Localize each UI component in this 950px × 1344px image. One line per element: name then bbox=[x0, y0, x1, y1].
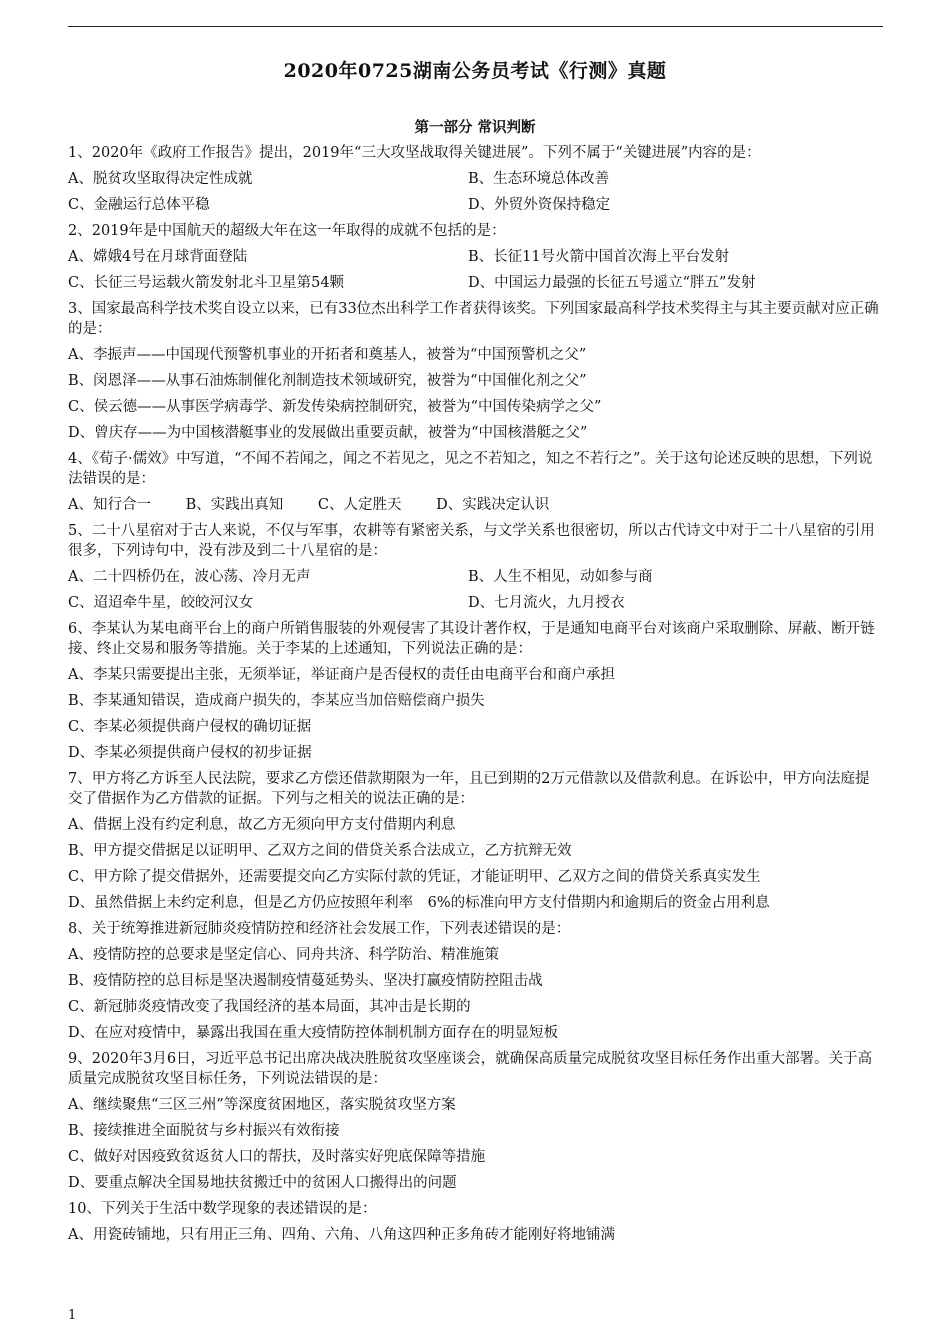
option: C、侯云德——从事医学病毒学、新发传染病控制研究，被誉为“中国传染病学之父” bbox=[68, 399, 602, 415]
option: C、金融运行总体平稳 bbox=[68, 197, 210, 213]
section-title: 第一部分 常识判断 bbox=[414, 119, 536, 136]
option: D、在应对疫情中，暴露出我国在重大疫情防控体制机制方面存在的明显短板 bbox=[68, 1025, 559, 1041]
option: D、中国运力最强的长征五号遥立“胖五”发射 bbox=[468, 275, 756, 291]
option: C、新冠肺炎疫情改变了我国经济的基本局面，其冲击是长期的 bbox=[68, 999, 471, 1015]
option-row bbox=[68, 192, 883, 218]
option: D、实践决定认识 bbox=[436, 497, 550, 513]
option: B、生态环境总体改善 bbox=[468, 171, 610, 187]
question-list bbox=[68, 140, 883, 1248]
question-stem: 10、下列关于生活中数学现象的表述错误的是： bbox=[68, 1201, 377, 1217]
option: A、脱贫攻坚取得决定性成就 bbox=[68, 171, 253, 187]
option: A、知行合一 bbox=[68, 497, 151, 513]
option: C、做好对因疫致贫返贫人口的帮扶，及时落实好兜底保障等措施 bbox=[68, 1149, 486, 1165]
question-stem: 1、2020年《政府工作报告》提出，2019年“三大攻坚战取得关键进展”。下列不属于“关键进展”内容的是： bbox=[68, 145, 761, 161]
question-stem: 7、甲方将乙方诉至人民法院，要求乙方偿还借款期限为一年，且已到期的2万元借款以及借款利息。在诉讼中，甲方向法庭提交了借据作为乙方借款的证据。下列与之相关的说法正确的是： bbox=[68, 771, 870, 807]
question-stem: 4、《荀子·儒效》中写道，“不闻不若闻之，闻之不若见之，见之不若知之，知之不若行之”。关于这句论述反映的思想，下列说法错误的是： bbox=[68, 451, 873, 487]
option: A、疫情防控的总要求是坚定信心、同舟共济、科学防治、精准施策 bbox=[68, 947, 499, 963]
option: A、继续聚焦“三区三州”等深度贫困地区，落实脱贫攻坚方案 bbox=[68, 1097, 456, 1113]
option: B、甲方提交借据足以证明甲、乙双方之间的借贷关系合法成立，乙方抗辩无效 bbox=[68, 843, 572, 859]
option: D、七月流火，九月授衣 bbox=[468, 595, 625, 611]
option: D、曾庆存——为中国核潜艇事业的发展做出重要贡献，被誉为“中国核潜艇之父” bbox=[68, 425, 588, 441]
option: C、甲方除了提交借据外，还需要提交向乙方实际付款的凭证，才能证明甲、乙双方之间的借贷关系真实发生 bbox=[68, 869, 761, 885]
question-stem: 8、关于统筹推进新冠肺炎疫情防控和经济社会发展工作，下列表述错误的是： bbox=[68, 921, 571, 937]
option: A、用瓷砖铺地，只有用正三角、四角、六角、八角这四种正多角砖才能刚好将地铺满 bbox=[68, 1227, 615, 1243]
page-number: 1 bbox=[68, 1308, 77, 1323]
option: C、李某必须提供商户侵权的确切证据 bbox=[68, 719, 312, 735]
option-row bbox=[68, 564, 883, 590]
question-stem: 2、2019年是中国航天的超级大年在这一年取得的成就不包括的是： bbox=[68, 223, 506, 239]
option: C、长征三号运载火箭发射北斗卫星第54颗 bbox=[68, 275, 345, 291]
option: D、外贸外资保持稳定 bbox=[468, 197, 611, 213]
question-stem: 6、李某认为某电商平台上的商户所销售服装的外观侵害了其设计著作权，于是通知电商平台对该商户采取删除、屏蔽、断开链接、终止交易和服务等措施。关于李某的上述通知，下列说法正确的是： bbox=[68, 621, 875, 657]
option: A、二十四桥仍在，波心荡、冷月无声 bbox=[68, 569, 311, 585]
question-stem: 5、二十八星宿对于古人来说，不仅与军事，农耕等有紧密关系，与文学关系也很密切，所以古代诗文中对于二十八星宿的引用很多，下列诗句中，没有涉及到二十八星宿的是： bbox=[68, 523, 875, 559]
option: B、人生不相见，动如参与商 bbox=[468, 569, 653, 585]
option: B、接续推进全面脱贫与乡村振兴有效衔接 bbox=[68, 1123, 340, 1139]
option-row bbox=[68, 166, 883, 192]
option: C、迢迢牵牛星，皎皎河汉女 bbox=[68, 595, 254, 611]
option-row bbox=[68, 590, 883, 616]
question-stem: 9、2020年3月6日，习近平总书记出席决战决胜脱贫攻坚座谈会，就确保高质量完成脱贫攻坚目标任务作出重大部署。关于高质量完成脱贫攻坚目标任务，下列说法错误的是： bbox=[68, 1051, 873, 1087]
option: D、李某必须提供商户侵权的初步证据 bbox=[68, 745, 312, 761]
option: B、闵恩泽——从事石油炼制催化剂制造技术领域研究，被誉为“中国催化剂之父” bbox=[68, 373, 587, 389]
option: C、人定胜天 bbox=[317, 497, 402, 513]
option: A、李振声——中国现代预警机事业的开拓者和奠基人，被誉为“中国预警机之父” bbox=[68, 347, 587, 363]
option: D、虽然借据上未约定利息，但是乙方仍应按照年利率 6%的标准向甲方支付借期内和逾期后的资金占用利息 bbox=[68, 895, 770, 911]
top-rule bbox=[68, 26, 883, 27]
option-row bbox=[68, 492, 883, 518]
option: A、借据上没有约定利息，故乙方无须向甲方支付借期内利息 bbox=[68, 817, 456, 833]
option-row bbox=[68, 270, 883, 296]
option: A、嫦娥4号在月球背面登陆 bbox=[68, 249, 248, 265]
option: B、李某通知错误，造成商户损失的，李某应当加倍赔偿商户损失 bbox=[68, 693, 485, 709]
option: D、要重点解决全国易地扶贫搬迁中的贫困人口搬得出的问题 bbox=[68, 1175, 457, 1191]
option: B、疫情防控的总目标是坚决遏制疫情蔓延势头、坚决打赢疫情防控阻击战 bbox=[68, 973, 543, 989]
option: A、李某只需要提出主张，无须举证，举证商户是否侵权的责任由电商平台和商户承担 bbox=[68, 667, 615, 683]
document-title: 2020年0725湖南公务员考试《行测》真题 bbox=[283, 60, 667, 82]
option-row bbox=[68, 244, 883, 270]
option: B、实践出真知 bbox=[185, 497, 284, 513]
question-stem: 3、国家最高科学技术奖自设立以来，已有33位杰出科学工作者获得该奖。下列国家最高科学技术奖得主与其主要贡献对应正确的是： bbox=[68, 301, 879, 337]
option: B、长征11号火箭中国首次海上平台发射 bbox=[468, 249, 730, 265]
